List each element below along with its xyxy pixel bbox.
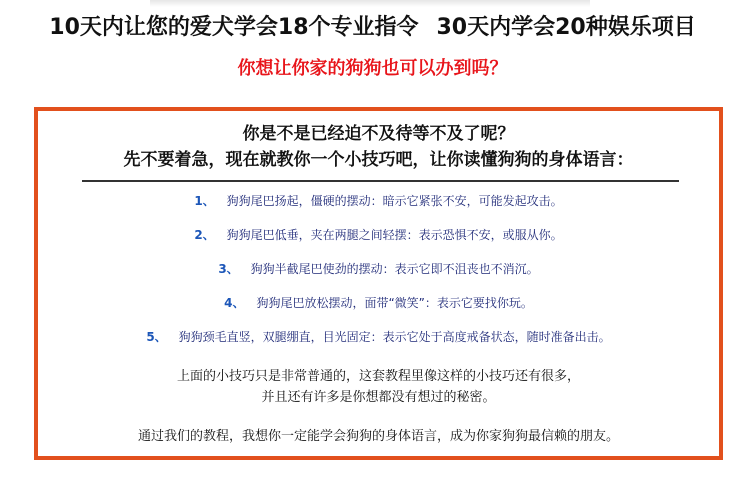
tip-item-3 [38, 261, 719, 277]
tip-item-2 [38, 227, 719, 243]
content-panel [34, 107, 723, 460]
tip-number: 1、 [194, 194, 215, 208]
tip-item-1 [38, 193, 719, 209]
tip-number: 2、 [194, 228, 215, 242]
tip-number: 5、 [146, 330, 167, 344]
tip-item-4 [38, 295, 719, 311]
headline-part-1: 10天内让您的爱犬学会18个专业指令 [49, 15, 419, 40]
tip-text: 狗狗尾巴扬起，僵硬的摆动：暗示它紧张不安，可能发起攻击。 [226, 194, 563, 208]
headline-part-2: 30天内学会20种娱乐项目 [436, 15, 696, 40]
top-fade-decoration [150, 0, 590, 7]
tip-text: 狗狗尾巴低垂，夹在两腿之间轻摆：表示恐惧不安，或服从你。 [226, 228, 563, 242]
page-headline [0, 14, 745, 42]
tip-text: 狗狗尾巴放松摆动，面带“微笑”：表示它要找你玩。 [256, 296, 533, 310]
page-subheadline: 你想让你家的狗狗也可以办到吗？ [237, 58, 508, 79]
tip-text: 狗狗颈毛直竖，双腿绷直，目光固定：表示它处于高度戒备状态，随时准备出击。 [178, 330, 611, 344]
tip-item-5 [38, 329, 719, 345]
closing-text-line-3: 通过我们的教程，我想你一定能学会狗狗的身体语言，成为你家狗狗最信赖的朋友。 [137, 429, 619, 444]
tip-number: 3、 [218, 262, 239, 276]
closing-text-line-1: 上面的小技巧只是非常普通的，这套教程里像这样的小技巧还有很多， [176, 369, 580, 384]
closing-text-line-2: 并且还有许多是你想都没有想过的秘密。 [261, 390, 496, 405]
divider-line [82, 180, 679, 182]
intro-question-line-2: 先不要着急，现在就教你一个小技巧吧，让你读懂狗狗的身体语言： [123, 150, 634, 170]
tip-number: 4、 [224, 296, 245, 310]
intro-question-line-1: 你是不是已经迫不及待等不及了呢？ [242, 124, 515, 144]
tip-text: 狗狗半截尾巴使劲的摆动：表示它即不沮丧也不消沉。 [250, 262, 539, 276]
